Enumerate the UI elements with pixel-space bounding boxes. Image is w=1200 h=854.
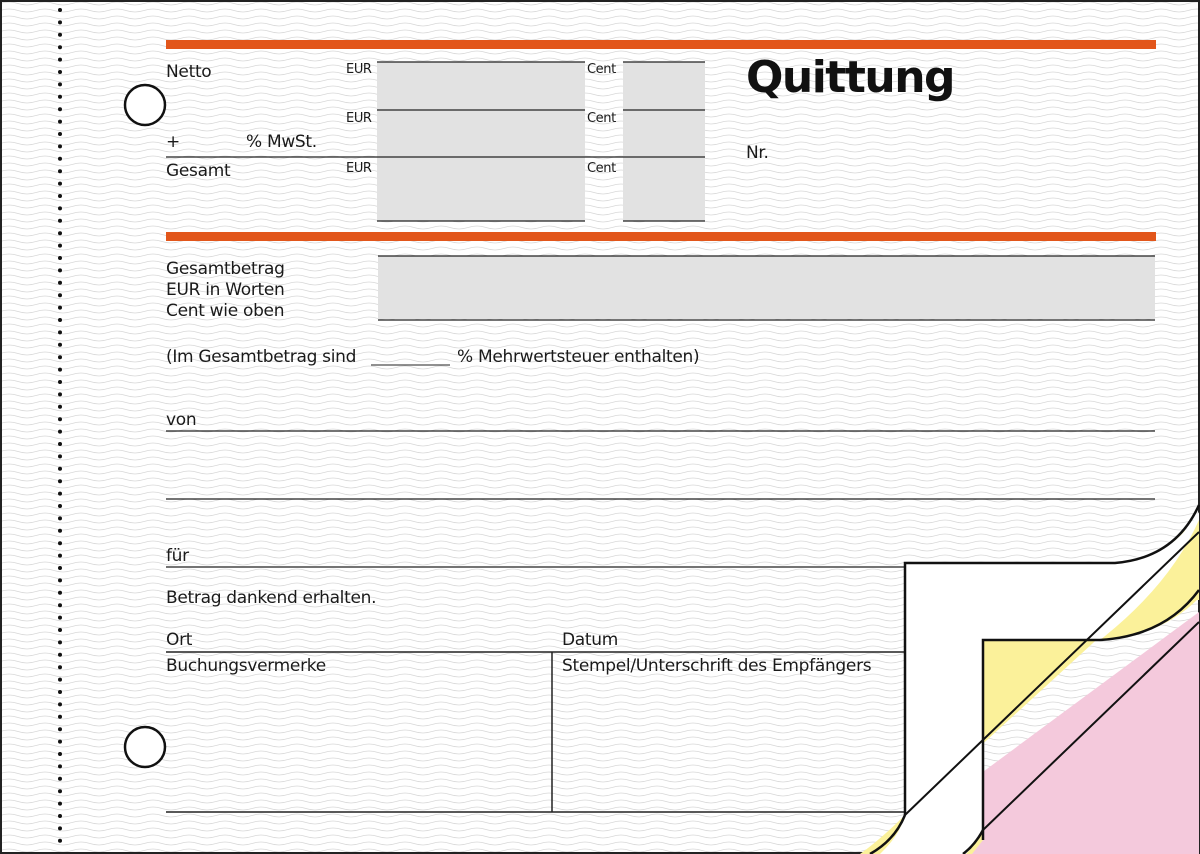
perforation-dot xyxy=(58,566,62,570)
perforation-dot xyxy=(58,628,62,632)
place-input[interactable] xyxy=(200,626,550,652)
perforation-dot xyxy=(58,70,62,74)
booking-notes-label: Buchungsvermerke xyxy=(166,656,326,676)
net-cent-field[interactable] xyxy=(623,63,705,109)
eur-label: EUR xyxy=(346,111,372,126)
perforation-dot xyxy=(58,306,62,310)
perforation-dot xyxy=(58,219,62,223)
tax-rate-input[interactable] xyxy=(371,345,451,365)
vat-cent-field[interactable] xyxy=(623,111,705,156)
cent-label: Cent xyxy=(587,111,616,126)
perforation-dot xyxy=(58,678,62,682)
perforation-dot xyxy=(58,467,62,471)
perforation-dot xyxy=(58,169,62,173)
from-input[interactable] xyxy=(205,405,1155,431)
perforation-dot xyxy=(58,256,62,260)
date-label: Datum xyxy=(562,630,619,650)
accent-bar-top xyxy=(166,40,1156,49)
perforation-dot xyxy=(58,653,62,657)
perforation-dot xyxy=(58,268,62,272)
perforation-dot xyxy=(58,814,62,818)
perforation-dot xyxy=(58,330,62,334)
perforation-dot xyxy=(58,777,62,781)
perforation-dot xyxy=(58,492,62,496)
perforation-dot xyxy=(58,839,62,843)
perforation-dot xyxy=(58,231,62,235)
perforation-dot xyxy=(58,479,62,483)
perforation-dot xyxy=(58,318,62,322)
perforation-dot xyxy=(58,343,62,347)
perforation-dot xyxy=(58,132,62,136)
perforation-dot xyxy=(58,715,62,719)
for-label: für xyxy=(166,546,189,566)
received-label: Betrag dankend erhalten. xyxy=(166,588,377,608)
accent-bar-middle xyxy=(166,232,1156,241)
eur-label: EUR xyxy=(346,161,372,176)
amount-label-line: EUR in Worten xyxy=(166,280,285,300)
perforation-dot xyxy=(58,194,62,198)
perforation-dot xyxy=(58,640,62,644)
place-label: Ort xyxy=(166,630,193,650)
perforation-dot xyxy=(58,206,62,210)
perforation-dot xyxy=(58,752,62,756)
perforation-dot xyxy=(58,107,62,111)
signature-area[interactable] xyxy=(555,680,900,810)
net-label: Netto xyxy=(166,62,212,82)
net-eur-field[interactable] xyxy=(377,63,585,109)
cent-label: Cent xyxy=(587,161,616,176)
total-label: Gesamt xyxy=(166,161,231,181)
perforation-dot xyxy=(58,45,62,49)
perforation-dot xyxy=(58,405,62,409)
for-input[interactable] xyxy=(195,541,895,567)
punch-hole-icon xyxy=(125,85,165,125)
perforation-dot xyxy=(58,82,62,86)
perforation-dot xyxy=(58,120,62,124)
amount-label-line: Gesamtbetrag xyxy=(166,259,285,279)
perforation-dot xyxy=(58,58,62,62)
perforation-dot xyxy=(58,8,62,12)
from-input-2[interactable] xyxy=(166,472,1155,499)
date-input[interactable] xyxy=(628,626,898,652)
perforation-dot xyxy=(58,727,62,731)
perforation-dot xyxy=(58,616,62,620)
form-title: Quittung xyxy=(746,52,955,103)
vat-eur-field[interactable] xyxy=(377,111,585,156)
perforation-dot xyxy=(58,281,62,285)
booking-notes-area[interactable] xyxy=(166,680,550,810)
perforation-dot xyxy=(58,244,62,248)
perforation-dot xyxy=(58,789,62,793)
perforation-dot xyxy=(58,529,62,533)
perforation-dot xyxy=(58,764,62,768)
perforation-dot xyxy=(58,355,62,359)
perforation-dot xyxy=(58,144,62,148)
perforation-dot xyxy=(58,157,62,161)
number-field[interactable] xyxy=(775,138,1145,164)
perforation-dot xyxy=(58,554,62,558)
cent-label: Cent xyxy=(587,62,616,77)
perforation-dot xyxy=(58,516,62,520)
amount-label-line: Cent wie oben xyxy=(166,301,285,321)
perforation-dot xyxy=(58,578,62,582)
perforation-dot xyxy=(58,417,62,421)
eur-label: EUR xyxy=(346,62,372,77)
perforation-dot xyxy=(58,826,62,830)
perforation-dot xyxy=(58,182,62,186)
punch-hole-icon xyxy=(125,727,165,767)
perforation-dot xyxy=(58,368,62,372)
perforation-dot xyxy=(58,504,62,508)
amount-in-words-label xyxy=(166,259,285,322)
perforation-dot xyxy=(58,690,62,694)
perforation-dot xyxy=(58,380,62,384)
perforation-dot xyxy=(58,20,62,24)
perforation-dot xyxy=(58,95,62,99)
tax-note-end: % Mehrwertsteuer enthalten) xyxy=(457,347,700,367)
total-eur-field[interactable] xyxy=(377,158,585,220)
perforation-dot xyxy=(58,740,62,744)
perforation-dot xyxy=(58,293,62,297)
amount-in-words-input[interactable] xyxy=(378,257,1155,319)
signature-label: Stempel/Unterschrift des Empfängers xyxy=(562,656,872,676)
total-cent-field[interactable] xyxy=(623,158,705,220)
perforation-dot xyxy=(58,702,62,706)
from-label: von xyxy=(166,410,197,430)
plus-label: + xyxy=(166,132,180,152)
number-label: Nr. xyxy=(746,143,769,163)
perforation-dot xyxy=(58,392,62,396)
perforation-dot xyxy=(58,442,62,446)
perforation-dot xyxy=(58,33,62,37)
perforation-dot xyxy=(58,430,62,434)
perforation-dot xyxy=(58,454,62,458)
perforation-dot xyxy=(58,802,62,806)
vat-label: % MwSt. xyxy=(246,132,317,152)
perforation-dot xyxy=(58,591,62,595)
tax-note-start: (Im Gesamtbetrag sind xyxy=(166,347,357,367)
perforation-dot xyxy=(58,603,62,607)
perforation-dot xyxy=(58,541,62,545)
perforation-dot xyxy=(58,665,62,669)
